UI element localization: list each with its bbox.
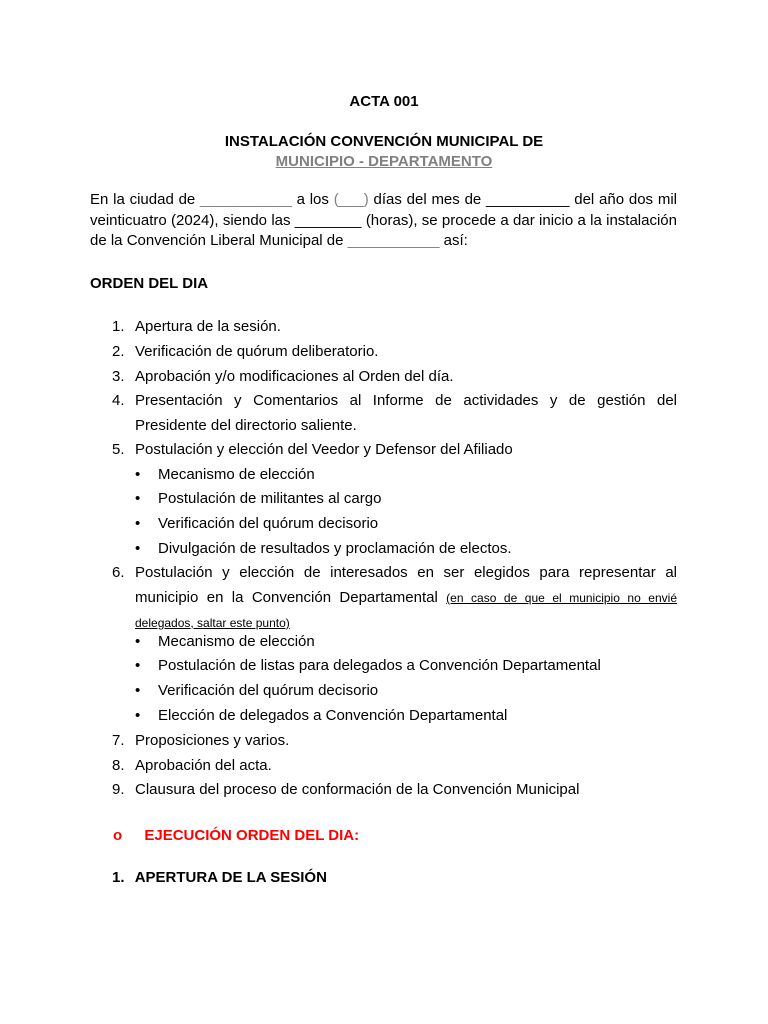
item-text: Aprobación y/o modificaciones al Orden del día. bbox=[135, 368, 454, 385]
ejecucion-text: EJECUCIÓN ORDEN DEL DIA: bbox=[144, 827, 360, 844]
bullet-icon: • bbox=[135, 682, 141, 699]
bullet-text: Divulgación de resultados y proclamación de electos. bbox=[158, 540, 512, 557]
item-number: 9. bbox=[112, 781, 125, 798]
list-item bbox=[112, 340, 677, 365]
blank-city: ___________ bbox=[200, 191, 292, 208]
bullet-icon: • bbox=[135, 490, 141, 507]
item-text bbox=[135, 561, 677, 635]
intro-paragraph bbox=[90, 190, 677, 252]
item-number: 2. bbox=[112, 343, 125, 360]
municipio-departamento-link[interactable]: MUNICIPIO - DEPARTAMENTO bbox=[275, 153, 493, 170]
bullet-text: Mecanismo de elección bbox=[158, 633, 315, 650]
bullet-item bbox=[135, 537, 677, 562]
circle-bullet-icon: o bbox=[113, 827, 123, 844]
item-number: 1. bbox=[112, 318, 125, 335]
list-item bbox=[112, 438, 677, 463]
item-text: Postulación y elección del Veedor y Defensor del Afiliado bbox=[135, 441, 513, 458]
item-text-main: Postulación y elección de interesados en ser elegidos para representar al municipio en la Convención Departamental bbox=[135, 564, 677, 606]
ejecucion-heading bbox=[113, 827, 359, 844]
bullet-icon: • bbox=[135, 515, 141, 532]
bullet-item bbox=[135, 704, 677, 729]
item-number: 7. bbox=[112, 732, 125, 749]
item-note: (en caso de que el municipio no envié delegados, saltar este punto) bbox=[135, 590, 677, 630]
item-number: 4. bbox=[112, 392, 125, 409]
bullet-text: Mecanismo de elección bbox=[158, 466, 315, 483]
item-text: Presentación y Comentarios al Informe de actividades y de gestión del Presidente del directorio saliente. bbox=[135, 392, 677, 434]
item-number: 8. bbox=[112, 757, 125, 774]
item-number: 5. bbox=[112, 441, 125, 458]
blank-municipio: ___________ bbox=[347, 232, 440, 249]
list-item bbox=[112, 778, 677, 803]
bullet-icon: • bbox=[135, 633, 141, 650]
section-number: 1. bbox=[112, 869, 125, 886]
bullet-text: Elección de delegados a Convención Departamental bbox=[158, 707, 508, 724]
bullet-item bbox=[135, 463, 677, 488]
list-item bbox=[112, 389, 677, 439]
item-text: Verificación de quórum deliberatorio. bbox=[135, 343, 379, 360]
intro-text: así: bbox=[439, 232, 468, 249]
bullet-item bbox=[135, 487, 677, 512]
list-item bbox=[112, 315, 677, 340]
blank-days: (___) bbox=[333, 191, 369, 208]
bullet-icon: • bbox=[135, 540, 141, 557]
bullet-text: Verificación del quórum decisorio bbox=[158, 515, 379, 532]
list-item bbox=[112, 729, 677, 754]
intro-text: En la ciudad de bbox=[90, 191, 201, 208]
list-item bbox=[112, 754, 677, 779]
bullet-item bbox=[135, 512, 677, 537]
bullet-item bbox=[135, 679, 677, 704]
section-title: APERTURA DE LA SESIÓN bbox=[134, 869, 327, 886]
bullet-icon: • bbox=[135, 707, 141, 724]
intro-text: días del mes de __________ del año dos mil veinticuatro (2024), siendo las ________ (horas), se procede a dar inicio a la instalación de la Convención Liberal Municipal de bbox=[90, 191, 677, 249]
item-number: 3. bbox=[112, 368, 125, 385]
bullet-text: Postulación de militantes al cargo bbox=[158, 490, 382, 507]
bullet-item bbox=[135, 654, 677, 679]
list-item bbox=[112, 561, 677, 635]
item-number: 6. bbox=[112, 564, 125, 581]
bullet-icon: • bbox=[135, 466, 141, 483]
bullet-text: Verificación del quórum decisorio bbox=[158, 682, 379, 699]
orden-del-dia-heading: ORDEN DEL DIA bbox=[90, 275, 209, 292]
bullet-text: Postulación de listas para delegados a Convención Departamental bbox=[158, 657, 601, 674]
bullet-icon: • bbox=[135, 657, 141, 674]
item-text: Apertura de la sesión. bbox=[135, 318, 281, 335]
item-text: Clausura del proceso de conformación de la Convención Municipal bbox=[135, 781, 580, 798]
intro-text: a los bbox=[291, 191, 334, 208]
item-text: Aprobación del acta. bbox=[135, 757, 272, 774]
item-text: Proposiciones y varios. bbox=[135, 732, 290, 749]
list-item bbox=[112, 365, 677, 390]
bullet-item bbox=[135, 630, 677, 655]
acta-title: ACTA 001 bbox=[349, 93, 419, 110]
section-heading bbox=[112, 869, 327, 886]
document-title: INSTALACIÓN CONVENCIÓN MUNICIPAL DE bbox=[224, 133, 544, 150]
